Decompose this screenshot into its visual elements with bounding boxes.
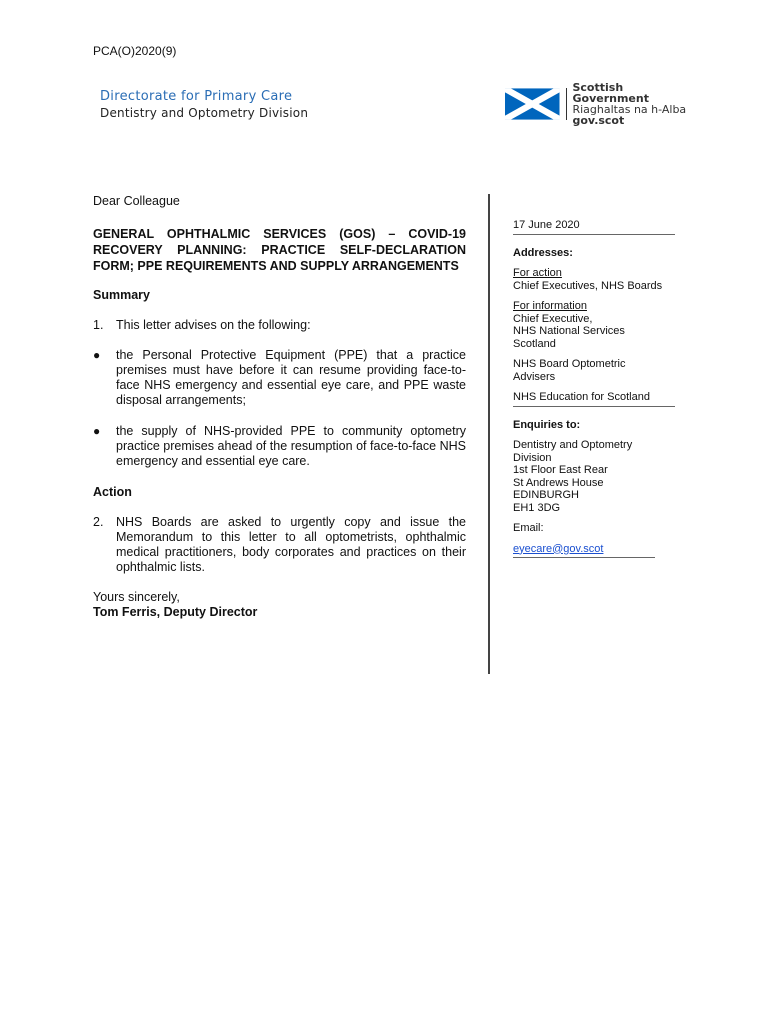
logo-line-gaelic: Riaghaltas na h-Alba [572, 103, 687, 116]
sidebar-rule [513, 557, 655, 558]
paragraph-number: 2. [93, 515, 104, 529]
sidebar [513, 219, 678, 570]
letter-date: 17 June 2020 [513, 219, 580, 231]
bullet-text: the Personal Protective Equipment (PPE) that a practice premises must have before it can resume providing face-to-face NHS emergency and essential eye care, and PPE waste disposal arrangements; [116, 348, 466, 407]
sidebar-rule [513, 234, 675, 235]
logo-line-english: Scottish Government [572, 81, 649, 105]
for-action-block [513, 267, 678, 292]
recipient-line: Scotland [513, 337, 556, 350]
logo-divider [566, 88, 567, 120]
scottish-government-logo [505, 81, 700, 127]
logo-wordmark [572, 82, 700, 126]
paragraph-2 [93, 515, 466, 575]
addresses-heading: Addresses: [513, 246, 573, 259]
recipient-line: Advisers [513, 370, 556, 383]
recipient-line: NHS National Services [513, 325, 625, 337]
enquiries-heading: Enquiries to: [513, 418, 581, 431]
directorate-title: Directorate for Primary Care [100, 89, 293, 104]
enquiries-address [513, 439, 678, 514]
paragraph-text: NHS Boards are asked to urgently copy and issue the Memorandum to this letter to all optometrists, ophthalmic medical practitioners, body corporates and practices on their ophthalmic lists. [116, 515, 466, 574]
for-information-label: For information [513, 300, 587, 312]
bullet-icon: ● [93, 424, 101, 438]
paragraph-number: 1. [93, 318, 104, 332]
summary-heading: Summary [93, 288, 150, 302]
for-information-block [513, 300, 678, 350]
bullet-item [93, 424, 466, 469]
address-line: St Andrews House [513, 476, 604, 489]
email-label: Email: [513, 522, 544, 534]
column-divider [488, 194, 490, 674]
for-action-label: For action [513, 267, 562, 279]
address-line: EH1 3DG [513, 501, 561, 514]
letter-heading: GENERAL OPHTHALMIC SERVICES (GOS) – COVID-19 RECOVERY PLANNING: PRACTICE SELF-DECLARATION FORM; PPE REQUIREMENTS AND SUPPLY ARRANGEMENTS [93, 227, 466, 273]
recipient-line: Chief Executive, [513, 312, 593, 325]
action-heading: Action [93, 485, 132, 499]
recipient-line: NHS Board Optometric [513, 358, 626, 370]
bullet-item [93, 348, 466, 408]
email-link[interactable]: eyecare@gov.scot [513, 542, 604, 555]
sidebar-rule [513, 406, 675, 407]
paragraph-text: This letter advises on the following: [116, 318, 311, 332]
recipient-nes: NHS Education for Scotland [513, 391, 650, 403]
address-line: Division [513, 451, 552, 464]
bullet-icon: ● [93, 348, 101, 362]
document-reference: PCA(O)2020(9) [93, 44, 177, 58]
for-action-recipients: Chief Executives, NHS Boards [513, 279, 663, 292]
address-line: Dentistry and Optometry [513, 439, 633, 451]
address-line: EDINBURGH [513, 489, 580, 501]
letter-body [93, 194, 466, 620]
advisers-block [513, 358, 678, 383]
division-subtitle: Dentistry and Optometry Division [100, 106, 309, 120]
bullet-text: the supply of NHS-provided PPE to community optometry practice premises ahead of the resumption of face-to-face NHS emergency and essential eye care. [116, 424, 466, 468]
paragraph-1 [93, 318, 466, 333]
signature: Tom Ferris, Deputy Director [93, 605, 258, 619]
logo-line-domain: gov.scot [572, 114, 625, 127]
closing: Yours sincerely, [93, 590, 180, 604]
greeting: Dear Colleague [93, 194, 180, 208]
saltire-flag-icon [505, 88, 560, 120]
address-line: 1st Floor East Rear [513, 464, 608, 476]
